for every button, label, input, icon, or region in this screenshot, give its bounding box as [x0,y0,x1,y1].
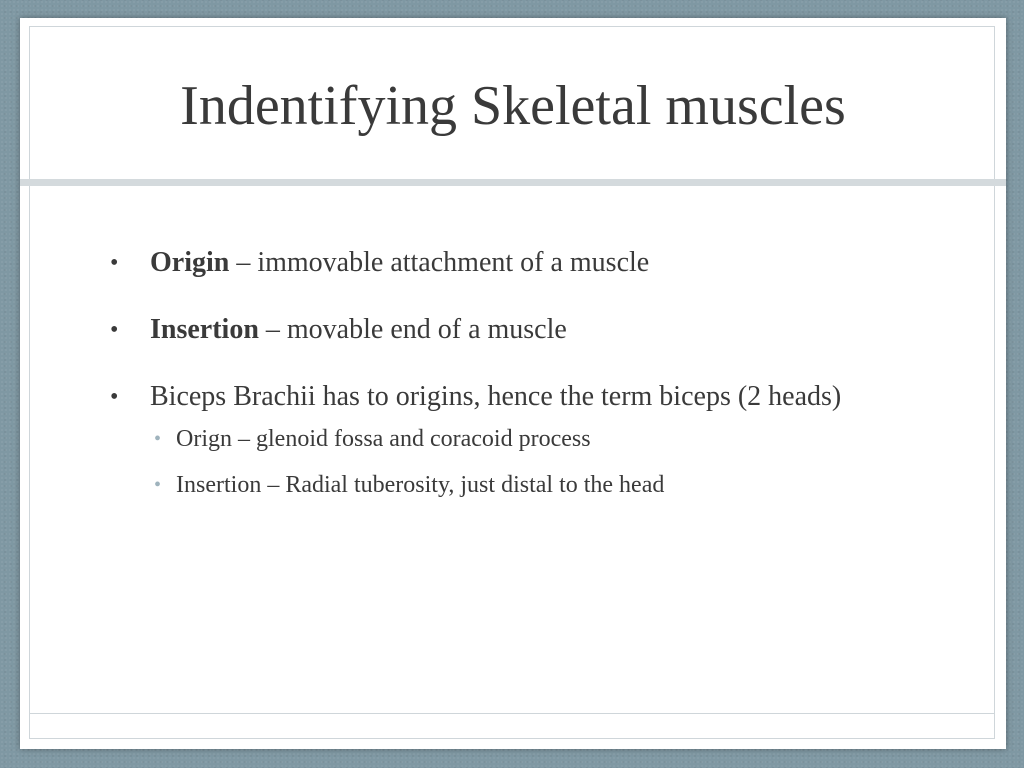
bullet-dot-icon: • [110,250,119,276]
slide-title: Indentifying Skeletal muscles [180,75,846,137]
bullet-text: – immovable attachment of a muscle [229,247,650,278]
slide-content [110,246,930,515]
bullet-biceps [110,380,930,414]
sub-bullet-text: Orign – glenoid fossa and coracoid process [176,426,591,452]
sub-bullet-origin [110,423,930,455]
bullet-text: – movable end of a muscle [258,314,567,345]
footer-divider [29,713,995,714]
sub-bullet-dot-icon: • [154,428,162,450]
bullet-dot-icon: • [110,317,119,343]
slide [20,18,1006,749]
sub-bullet-text: Insertion – Radial tuberosity, just distal to the head [176,472,665,498]
sub-bullet-insertion [110,469,930,501]
bullet-text: Biceps Brachii has to origins, hence the term biceps (2 heads) [150,381,842,412]
title-divider [20,179,1006,186]
bullet-term: Origin [150,247,230,278]
bullet-term: Insertion [150,314,259,345]
bullet-origin [110,246,930,280]
bullet-insertion [110,313,930,347]
sub-bullet-dot-icon: • [154,474,162,496]
bullet-dot-icon: • [110,384,119,410]
